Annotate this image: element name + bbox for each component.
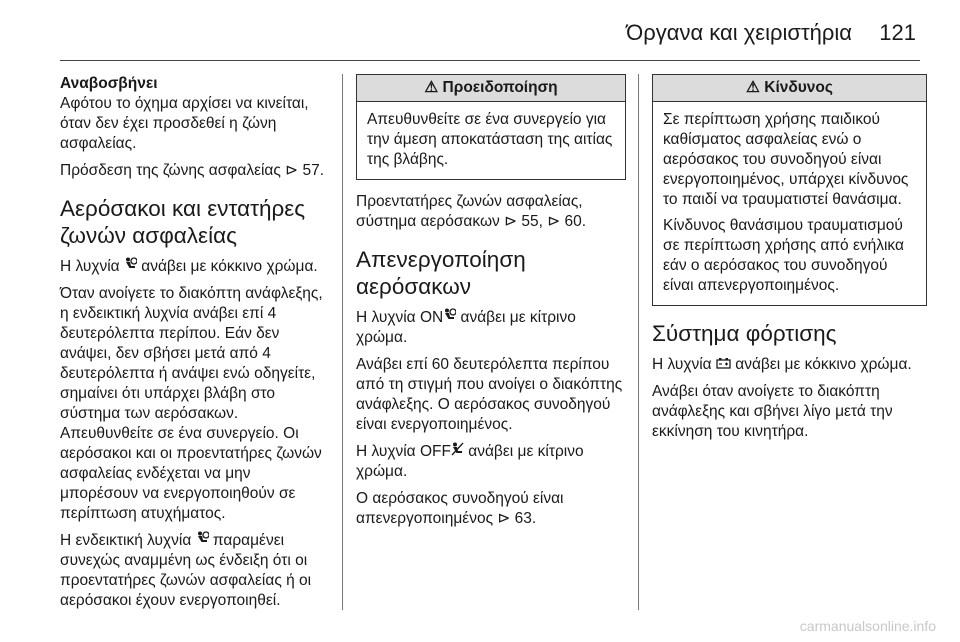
- warning-text: Απευθυνθείτε σε ένα συνεργείο για την άμεση αποκατάσταση της αιτίας της βλάβης.: [367, 111, 613, 168]
- danger-box: [652, 74, 927, 306]
- seatbelt-reference: Πρόσδεση της ζώνης ασφαλείας ⊳ 57.: [60, 162, 325, 179]
- section-heading-airbags: Αερόσακοι και εντατήρες ζωνών ασφαλείας: [60, 196, 306, 248]
- column-2: [356, 74, 626, 536]
- column-3: [652, 74, 927, 449]
- airbag-warning-icon: [196, 531, 209, 551]
- paragraph: Ανάβει επί 60 δευτερόλεπτα περίπου από τη στιγμή που ανοίγει ο διακόπτης ανάφλεξης. Ο αερόσακος συνοδηγού είναι ενεργοποιημένος.: [356, 356, 623, 433]
- sub-heading-flashes: Αναβοσβήνει: [60, 75, 158, 92]
- paragraph: Ανάβει όταν ανοίγετε το διακόπτη ανάφλεξης και σβήνει λίγο μετά την εκκίνηση του κινητήρα.: [652, 383, 893, 440]
- danger-text: Σε περίπτωση χρήσης παιδικού καθίσματος ασφαλείας ενώ ο αερόσακος του συνοδηγού είναι ενεργοποιημένος, υπάρχει κίνδυνος το παιδί να τραυματιστεί θανάσιμα.: [663, 111, 909, 208]
- paragraph: Αφότου το όχημα αρχίσει να κινείται, όταν δεν έχει προσδεθεί η ζώνη ασφαλείας.: [60, 95, 309, 152]
- page-number: 121: [879, 20, 916, 45]
- warning-triangle-icon: ⚠: [424, 79, 439, 96]
- paragraph: Η ενδεικτική λυχνία παραμένει συνεχώς αναμμένη ως ένδειξη ότι οι προεντατήρες ζωνών ασφαλείας ή οι αερόσακοι έχουν ενεργοποιηθεί.: [60, 532, 312, 609]
- danger-box-header: ⚠ Κίνδυνος: [653, 75, 926, 102]
- page-header-title: Όργανα και χειριστήρια: [626, 20, 852, 45]
- paragraph: Η λυχνία ανάβει με κόκκινο χρώμα.: [652, 356, 912, 373]
- battery-charge-icon: [716, 355, 731, 375]
- danger-text: Κίνδυνος θανάσιμου τραυματισμού σε περίπτωση χρήσης από ενήλικα εάν ο αερόσακος του συνοδηγού είναι απενεργοποιημένος.: [663, 217, 904, 294]
- airbag-off-icon: [451, 442, 464, 462]
- column-divider-2: [638, 74, 639, 610]
- column-divider-1: [342, 74, 343, 610]
- warning-box-header: ⚠ Προειδοποίηση: [357, 75, 625, 102]
- paragraph: Η λυχνία ON ανάβει με κίτρινο χρώμα.: [356, 309, 576, 346]
- paragraph: Η λυχνία OFF ανάβει με κίτρινο χρώμα.: [356, 443, 584, 480]
- airbag-on-icon: [443, 308, 456, 328]
- column-1: [60, 74, 330, 618]
- section-heading-airbag-deactivation: Απενεργοποίηση αερόσακων: [356, 247, 526, 299]
- section-heading-charging-system: Σύστημα φόρτισης: [652, 321, 837, 346]
- paragraph: Ο αερόσακος συνοδηγού είναι απενεργοποιημένος ⊳ 63.: [356, 490, 564, 527]
- paragraph: Όταν ανοίγετε το διακόπτη ανάφλεξης, η ενδεικτική λυχνία ανάβει επί 4 δευτερόλεπτα περίπου. Εάν δεν ανάψει, δεν σβήσει μετά από 4 δευτερόλεπτα ή ανάψει ενώ οδηγείτε, σημαίνει ότι υπάρχει βλάβη στο σύστημα των αερόσακων. Απευθυνθείτε σε ένα συνεργείο. Οι αερόσακοι και οι προεντατήρες ζωνών ασφαλείας ενδέχεται να μην μπορέσουν να ενεργοποιηθούν σε περίπτωση ατυχήματος.: [60, 285, 323, 522]
- header-rule: [60, 60, 920, 61]
- airbag-warning-icon: [124, 257, 137, 277]
- warning-triangle-icon: ⚠: [746, 79, 760, 96]
- warning-box: [356, 74, 626, 180]
- paragraph: Η λυχνία ανάβει με κόκκινο χρώμα.: [60, 258, 318, 275]
- pretensioner-reference: Προεντατήρες ζωνών ασφαλείας, σύστημα αερόσακων ⊳ 55, ⊳ 60.: [356, 193, 587, 230]
- watermark: carmanualsonline.info: [799, 618, 936, 634]
